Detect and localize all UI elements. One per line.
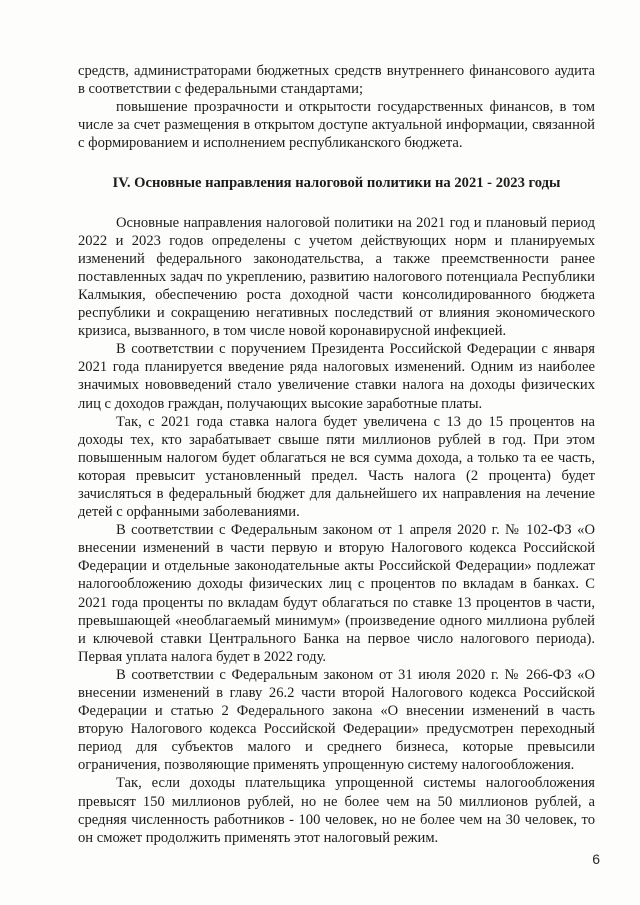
paragraph: Основные направления налоговой политики на 2021 год и плановый период 2022 и 2023 годов определены с учетом действующих норм и планируемых изменений федерального законодательства, а также преемственности ранее поставленных задач по укреплению, развитию налогового потенциала Республики Калмыкия, обеспечению роста доходной части консолидированного бюджета республики и сокращению негативных последствий от влияния экономического кризиса, вызванного, в том числе новой коронавирусной инфекцией. [78,214,595,340]
section-heading: IV. Основные направления налоговой политики на 2021 - 2023 годы [112,175,561,192]
paragraph: Так, с 2021 года ставка налога будет увеличена с 13 до 15 процентов на доходы тех, кто зарабатывает свыше пяти миллионов рублей в год. При этом повышенным налогом будет облагаться не вся сумма дохода, а только та ее часть, которая превысит установленный предел. Часть налога (2 процента) будет зачисляться в федеральный бюджет для дальнейшего их направления на лечение детей с орфанными заболеваниями. [78,413,595,521]
page-number: 6 [592,851,600,867]
document-body [78,62,595,847]
paragraph: В соответствии с Федеральным законом от 1 апреля 2020 г. № 102-ФЗ «О внесении изменений в части первую и вторую Налогового кодекса Российской Федерации и отдельные законодательные акты Российской Федерации» подлежат налогообложению доходы физических лиц с процентов по вкладам в банках. С 2021 года проценты по вкладам будут облагаться по ставке 13 процентов в части, превышающей «необлагаемый минимум» (произведение одного миллиона рублей и ключевой ставки Центрального Банка на первое число налогового периода). Первая уплата налога будет в 2022 году. [78,522,595,665]
paragraph: В соответствии с Федеральным законом от 31 июля 2020 г. № 266-ФЗ «О внесении изменений в главу 26.2 части второй Налогового кодекса Российской Федерации и статью 2 Федерального закона «О внесении изменений в часть вторую Налогового кодекса Российской Федерации» предусмотрен переходный период для субъектов малого и среднего бизнеса, которые превысили ограничения, позволяющие применять упрощенную систему налогообложения. [78,666,595,774]
paragraph: Так, если доходы плательщика упрощенной системы налогообложения превысят 150 миллионов рублей, но не более чем на 50 миллионов рублей, а средняя численность работников - 100 человек, но не более чем на 30 человек, то он сможет продолжить применять этот налоговый режим. [78,775,595,846]
intro-continuation: средств, администраторами бюджетных средств внутреннего финансового аудита в соответствии с федеральными стандартами; [78,63,595,98]
intro-item: повышение прозрачности и открытости государственных финансов, в том числе за счет размещения в открытом доступе актуальной информации, связанной с формированием и исполнением республиканского бюджета. [78,99,595,152]
paragraph: В соответствии с поручением Президента Российской Федерации с января 2021 года планируется введение ряда налоговых изменений. Одним из наиболее значимых нововведений стало увеличение ставки налога на доходы физических лиц с доходов граждан, получающих высокие заработные платы. [78,341,595,412]
